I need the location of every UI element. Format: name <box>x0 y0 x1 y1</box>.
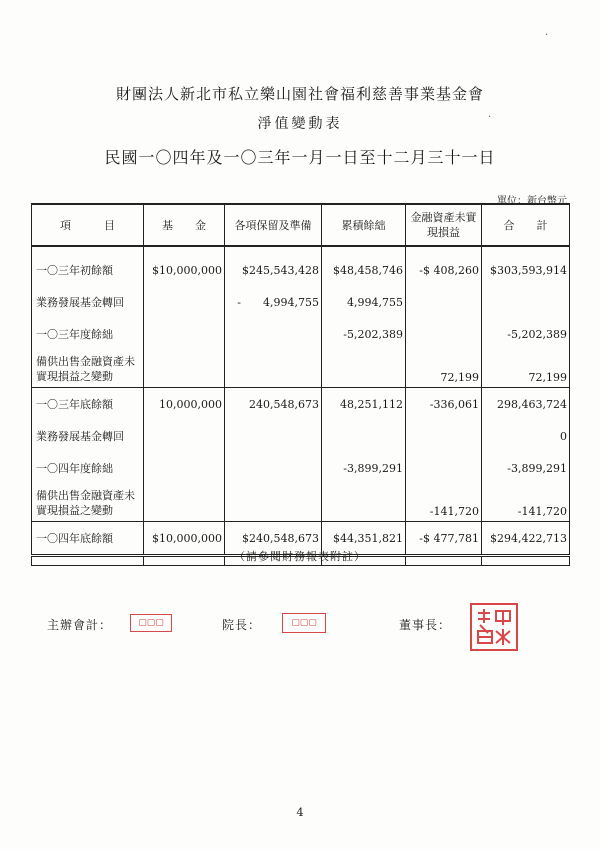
unrealized-cell: 72,199 <box>406 350 482 388</box>
row-label: 備供出售金融資產未實現損益之變動 <box>32 484 144 522</box>
net-worth-changes-table <box>31 203 570 566</box>
unrealized-cell: -$ 408,260 <box>406 254 482 286</box>
reserve-cell: $245,543,428 <box>225 254 322 286</box>
reserve-cell: $240,548,673 <box>225 522 322 556</box>
row-label: 業務發展基金轉回 <box>32 420 144 452</box>
unrealized-cell: -$ 477,781 <box>406 522 482 556</box>
fund-cell <box>144 420 225 452</box>
table-header-row <box>32 204 570 246</box>
unrealized-cell: -336,061 <box>406 388 482 421</box>
accumulated-cell: 48,251,112 <box>322 388 406 421</box>
dean-seal: ▢▢▢ <box>282 613 326 633</box>
accumulated-cell: 4,994,755 <box>322 286 406 318</box>
table-row <box>32 286 570 318</box>
table-row <box>32 484 570 522</box>
table-row <box>32 318 570 350</box>
unrealized-cell <box>406 452 482 484</box>
unrealized-cell: -141,720 <box>406 484 482 522</box>
fund-cell <box>144 452 225 484</box>
unrealized-cell <box>406 286 482 318</box>
row-label: 一〇四年底餘額 <box>32 522 144 556</box>
table-row <box>32 350 570 388</box>
total-cell: 0 <box>482 420 570 452</box>
currency-unit: 單位：新台幣元 <box>497 196 567 207</box>
fund-cell <box>144 350 225 388</box>
fund-cell <box>144 484 225 522</box>
accumulated-cell: $44,351,821 <box>322 522 406 556</box>
total-cell: -141,720 <box>482 484 570 522</box>
total-cell <box>482 286 570 318</box>
accountant-seal: ▢▢▢ <box>130 614 172 632</box>
column-header-fund: 基 金 <box>144 204 225 246</box>
row-label: 備供出售金融資產未實現損益之變動 <box>32 350 144 388</box>
total-cell: -3,899,291 <box>482 452 570 484</box>
fund-cell: $10,000,000 <box>144 522 225 556</box>
chairman-seal <box>470 603 518 651</box>
reserve-cell <box>225 484 322 522</box>
column-header-accumulated: 累積餘絀 <box>322 204 406 246</box>
row-label: 一〇四年度餘絀 <box>32 452 144 484</box>
column-header-item: 項 目 <box>32 204 144 246</box>
accumulated-cell: $48,458,746 <box>322 254 406 286</box>
dean-label: 院長： <box>222 618 262 632</box>
row-label: 一〇三年初餘額 <box>32 254 144 286</box>
total-cell: 298,463,724 <box>482 388 570 421</box>
fund-cell <box>144 286 225 318</box>
column-header-reserves: 各項保留及準備 <box>225 204 322 246</box>
table-row <box>32 388 570 421</box>
accumulated-cell <box>322 484 406 522</box>
unrealized-cell <box>406 318 482 350</box>
reserve-cell <box>225 318 322 350</box>
row-label: 一〇三年底餘額 <box>32 388 144 421</box>
reserve-cell <box>225 350 322 388</box>
row-label: 一〇三年度餘絀 <box>32 318 144 350</box>
total-cell: $303,593,914 <box>482 254 570 286</box>
table-row <box>32 420 570 452</box>
fund-cell: $10,000,000 <box>144 254 225 286</box>
total-cell: -5,202,389 <box>482 318 570 350</box>
fund-cell: 10,000,000 <box>144 388 225 421</box>
fund-cell <box>144 318 225 350</box>
organization-name: 財團法人新北市私立樂山園社會福利慈善事業基金會 <box>115 85 484 103</box>
page-number: 4 <box>296 806 304 819</box>
accumulated-cell: -5,202,389 <box>322 318 406 350</box>
report-period: 民國一〇四年及一〇三年一月一日至十二月三十一日 <box>104 148 496 167</box>
reserve-cell <box>225 452 322 484</box>
reserve-cell: - 4,994,755 <box>225 286 322 318</box>
unrealized-cell <box>406 420 482 452</box>
chairman-label: 董事長： <box>399 618 452 632</box>
accountant-label: 主辦會計： <box>47 618 113 632</box>
accumulated-cell: -3,899,291 <box>322 452 406 484</box>
document-title: 淨值變動表 <box>257 116 343 132</box>
reserve-cell: 240,548,673 <box>225 388 322 421</box>
reserve-cell <box>225 420 322 452</box>
total-cell: 72,199 <box>482 350 570 388</box>
table-row <box>32 452 570 484</box>
scan-speck: · <box>545 30 549 41</box>
accumulated-cell <box>322 420 406 452</box>
column-header-unrealized: 金融資產未實現損益 <box>406 204 482 246</box>
accumulated-cell <box>322 350 406 388</box>
footnote: （請參閱財務報表附註） <box>234 550 366 563</box>
scan-speck: · <box>488 112 492 123</box>
row-label: 業務發展基金轉回 <box>32 286 144 318</box>
table-row <box>32 254 570 286</box>
total-cell: $294,422,713 <box>482 522 570 556</box>
spacer-row <box>32 246 570 254</box>
column-header-total: 合 計 <box>482 204 570 246</box>
